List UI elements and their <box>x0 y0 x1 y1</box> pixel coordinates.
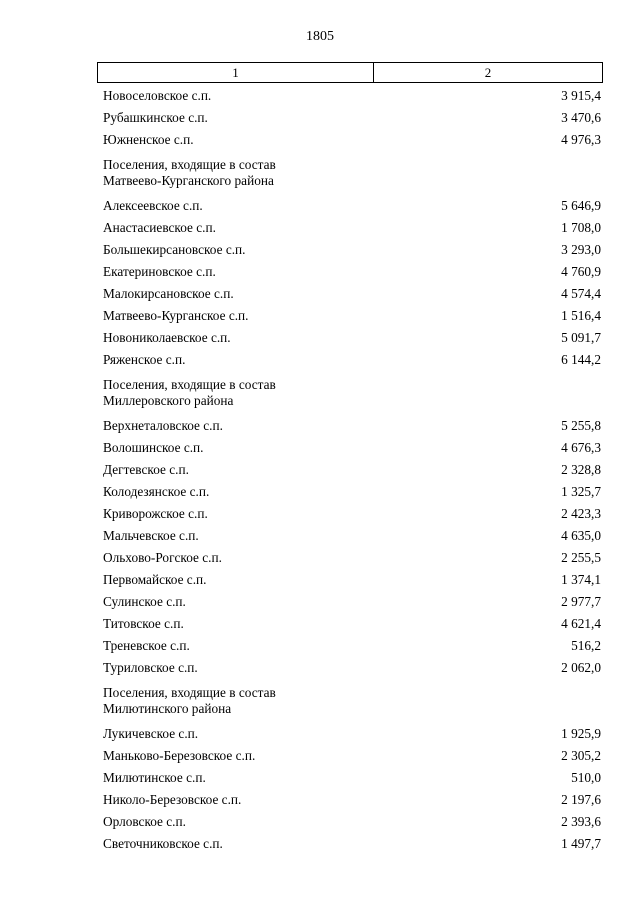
table-row <box>103 591 601 613</box>
table-row <box>103 525 601 547</box>
table-row <box>103 569 601 591</box>
table-row <box>103 437 601 459</box>
settlement-name: Криворожское с.п. <box>103 506 208 521</box>
group-heading-line1: Поселения, входящие в состав <box>103 377 276 392</box>
table-row <box>103 481 601 503</box>
table-row <box>103 283 601 305</box>
settlement-name: Колодезянское с.п. <box>103 484 210 499</box>
page-number: 1805 <box>306 29 334 44</box>
table-row <box>103 107 601 129</box>
settlement-value: 510,0 <box>571 770 601 785</box>
settlement-name: Матвеево-Курганское с.п. <box>103 308 249 323</box>
settlement-value: 3 470,6 <box>561 110 601 125</box>
settlement-value: 4 760,9 <box>561 264 601 279</box>
settlement-name: Дегтевское с.п. <box>103 462 189 477</box>
settlement-value: 5 255,8 <box>561 418 601 433</box>
settlement-name: Новоселовское с.п. <box>103 88 212 103</box>
settlement-value: 1 516,4 <box>561 308 601 323</box>
group-heading <box>103 151 601 195</box>
settlement-name: Рубашкинское с.п. <box>103 110 208 125</box>
settlement-name: Ряженское с.п. <box>103 352 186 367</box>
settlement-name: Треневское с.п. <box>103 638 190 653</box>
settlement-name: Сулинское с.п. <box>103 594 186 609</box>
table-row <box>103 723 601 745</box>
table-row <box>103 261 601 283</box>
group-heading-line2: Матвеево-Курганского района <box>103 173 274 188</box>
group-heading-line2: Милютинского района <box>103 701 232 716</box>
table-row <box>103 349 601 371</box>
table-row <box>103 833 601 855</box>
settlement-name: Анастасиевское с.п. <box>103 220 216 235</box>
table-header-col1: 1 <box>98 63 374 82</box>
settlement-value: 5 091,7 <box>561 330 601 345</box>
settlement-value: 4 574,4 <box>561 286 601 301</box>
settlement-name: Алексеевское с.п. <box>103 198 203 213</box>
settlement-value: 2 423,3 <box>561 506 601 521</box>
settlement-name: Волошинское с.п. <box>103 440 204 455</box>
settlement-name: Верхнеталовское с.п. <box>103 418 223 433</box>
table-row <box>103 305 601 327</box>
table-row <box>103 129 601 151</box>
settlement-name: Титовское с.п. <box>103 616 184 631</box>
table-row <box>103 217 601 239</box>
table-row <box>103 635 601 657</box>
table-row <box>103 789 601 811</box>
table-row <box>103 745 601 767</box>
settlement-value: 2 305,2 <box>561 748 601 763</box>
table-row <box>103 613 601 635</box>
settlement-name: Южненское с.п. <box>103 132 194 147</box>
settlement-value: 4 635,0 <box>561 528 601 543</box>
table-body <box>103 85 601 855</box>
settlement-name: Новониколаевское с.п. <box>103 330 231 345</box>
settlement-name: Ольхово-Рогское с.п. <box>103 550 222 565</box>
settlement-value: 1 374,1 <box>561 572 601 587</box>
settlement-name: Туриловское с.п. <box>103 660 198 675</box>
table-row <box>103 657 601 679</box>
settlement-value: 6 144,2 <box>561 352 601 367</box>
group-heading <box>103 371 601 415</box>
settlement-value: 1 708,0 <box>561 220 601 235</box>
settlement-value: 2 328,8 <box>561 462 601 477</box>
settlement-name: Малокирсановское с.п. <box>103 286 234 301</box>
table-row <box>103 459 601 481</box>
table-row <box>103 195 601 217</box>
settlement-value: 4 676,3 <box>561 440 601 455</box>
settlement-value: 4 621,4 <box>561 616 601 631</box>
group-heading-line1: Поселения, входящие в состав <box>103 157 276 172</box>
settlement-name: Лукичевское с.п. <box>103 726 199 741</box>
settlement-name: Светочниковское с.п. <box>103 836 223 851</box>
table-row <box>103 327 601 349</box>
settlement-value: 2 197,6 <box>561 792 601 807</box>
settlement-value: 1 925,9 <box>561 726 601 741</box>
table-row <box>103 503 601 525</box>
group-heading-line1: Поселения, входящие в состав <box>103 685 276 700</box>
settlement-value: 5 646,9 <box>561 198 601 213</box>
group-heading <box>103 679 601 723</box>
settlement-value: 2 393,6 <box>561 814 601 829</box>
settlement-name: Орловское с.п. <box>103 814 186 829</box>
settlement-name: Милютинское с.п. <box>103 770 206 785</box>
table-row <box>103 239 601 261</box>
settlement-value: 3 293,0 <box>561 242 601 257</box>
settlement-name: Большекирсановское с.п. <box>103 242 246 257</box>
table-row <box>103 547 601 569</box>
table-row <box>103 85 601 107</box>
settlement-value: 2 977,7 <box>561 594 601 609</box>
group-heading-line2: Миллеровского района <box>103 393 234 408</box>
settlement-name: Николо-Березовское с.п. <box>103 792 242 807</box>
settlement-value: 1 325,7 <box>561 484 601 499</box>
table-row <box>103 767 601 789</box>
settlement-value: 2 255,5 <box>561 550 601 565</box>
table-header-col2: 2 <box>484 64 492 80</box>
settlement-name: Маньково-Березовское с.п. <box>103 748 256 763</box>
settlement-value: 4 976,3 <box>561 132 601 147</box>
settlement-name: Первомайское с.п. <box>103 572 207 587</box>
settlement-value: 516,2 <box>571 638 601 653</box>
table-row <box>103 811 601 833</box>
settlement-value: 3 915,4 <box>561 88 601 103</box>
settlement-name: Мальчевское с.п. <box>103 528 199 543</box>
table-row <box>103 415 601 437</box>
settlement-name: Екатериновское с.п. <box>103 264 216 279</box>
table-header <box>97 62 603 83</box>
settlement-value: 2 062,0 <box>561 660 601 675</box>
settlement-value: 1 497,7 <box>561 836 601 851</box>
